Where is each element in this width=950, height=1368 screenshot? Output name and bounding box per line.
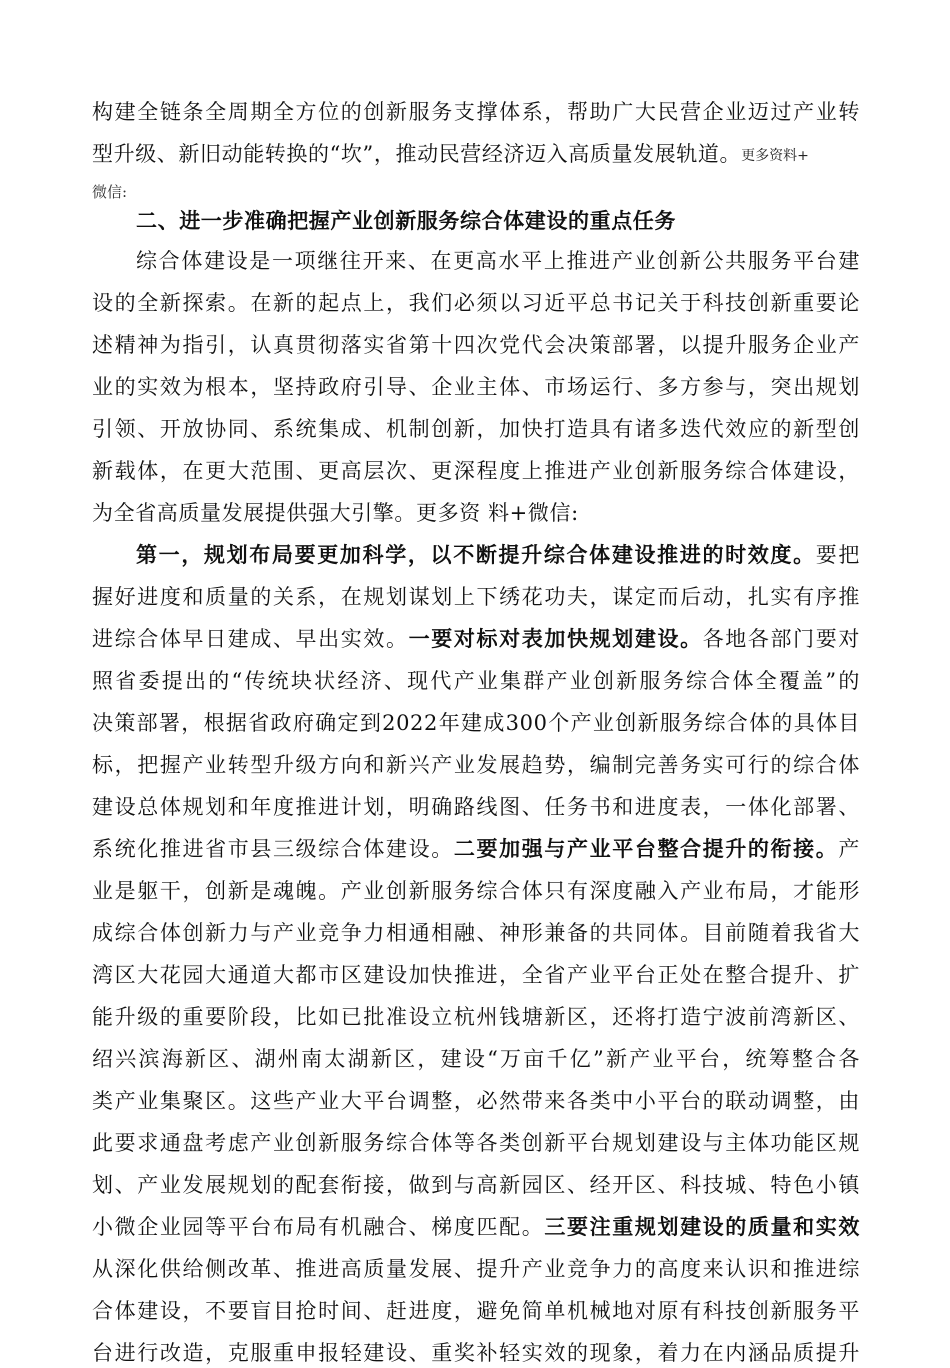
text-line: 第一，规划布局要更加科学，以不断提升综合体建设推进的时效度。要把 bbox=[136, 542, 861, 567]
bold-lead: 二要加强与产业平台整合提升的衔接。 bbox=[453, 836, 839, 861]
text-line: 成综合体创新力与产业竞争力相通相融、神形兼备的共同体。目前随着我省大 bbox=[92, 921, 860, 945]
text-line: 建设总体规划和年度推进计划，明确路线图、任务书和进度表，一体化部署、 bbox=[92, 795, 860, 819]
text-line: 能升级的重要阶段，比如已批准设立杭州钱塘新区，还将打造宁波前湾新区、 bbox=[92, 1005, 860, 1029]
text-line: 绍兴滨海新区、湖州南太湖新区，建设“万亩千亿”新产业平台，统筹整合各 bbox=[92, 1047, 860, 1071]
text-line: 划、产业发展规划的配套衔接，做到与高新园区、经开区、科技城、特色小镇 bbox=[92, 1173, 860, 1197]
text-line: 述精神为指引，认真贯彻落实省第十四次党代会决策部署，以提升服务企业产 bbox=[92, 333, 860, 357]
text-line: 此要求通盘考虑产业创新服务综合体等各类创新平台规划建设与主体功能区规 bbox=[92, 1131, 860, 1155]
text-line: 握好进度和质量的关系，在规划谋划上下绣花功夫，谋定而后动，扎实有序推 bbox=[92, 585, 860, 609]
watermark-note: 更多资料+ bbox=[741, 148, 809, 164]
bold-lead: 一要对标对表加快规划建设。 bbox=[408, 626, 703, 651]
text-line: 构建全链条全周期全方位的创新服务支撑体系，帮助广大民营企业迈过产业转 bbox=[92, 100, 860, 124]
bold-lead: 第一，规划布局要更加科学，以不断提升综合体建设推进的时效度。 bbox=[136, 542, 816, 567]
text-line: 标，把握产业转型升级方向和新兴产业发展趋势，编制完善务实可行的综合体 bbox=[92, 753, 860, 777]
text-line: 从深化供给侧改革、推进高质量发展、提升产业竞争力的高度来认识和推进综 bbox=[92, 1257, 860, 1281]
text-line: 合体建设，不要盲目抢时间、赶进度，避免简单机械地对原有科技创新服务平 bbox=[92, 1299, 860, 1323]
text-line: 小微企业园等平台布局有机融合、梯度匹配。三要注重规划建设的质量和实效 bbox=[92, 1214, 860, 1239]
text-line: 引领、开放协同、系统集成、机制创新，加快打造具有诸多迭代效应的新型创 bbox=[92, 417, 860, 441]
text-line: 综合体建设是一项继往开来、在更高水平上推进产业创新公共服务平台建 bbox=[136, 249, 860, 273]
text-line: 型升级、新旧动能转换的“坎”，推动民营经济迈入高质量发展轨道。更多资料+ bbox=[92, 142, 809, 166]
text-line: 为全省高质量发展提供强大引擎。更多资 料+微信: bbox=[92, 501, 579, 525]
section-heading: 二、进一步准确把握产业创新服务综合体建设的重点任务 bbox=[136, 208, 676, 233]
text-line: 台进行改造，克服重申报轻建设、重奖补轻实效的现象，着力在内涵品质提升 bbox=[92, 1341, 860, 1365]
text-line: 业的实效为根本，坚持政府引导、企业主体、市场运行、多方参与，突出规划 bbox=[92, 375, 860, 399]
text-line: 类产业集聚区。这些产业大平台调整，必然带来各类中小平台的联动调整，由 bbox=[92, 1089, 860, 1113]
bold-lead: 三要注重规划建设的质量和实效 bbox=[544, 1214, 860, 1239]
text-line: 湾区大花园大通道大都市区建设加快推进，全省产业平台正处在整合提升、扩 bbox=[92, 963, 860, 987]
text-line: 系统化推进省市县三级综合体建设。二要加强与产业平台整合提升的衔接。产 bbox=[92, 836, 860, 861]
watermark-note: 微信: bbox=[92, 183, 128, 201]
text-line: 新载体，在更大范围、更高层次、更深程度上推进产业创新服务综合体建设， bbox=[92, 459, 860, 483]
text-line: 业是躯干，创新是魂魄。产业创新服务综合体只有深度融入产业布局，才能形 bbox=[92, 879, 860, 903]
text-line: 进综合体早日建成、早出实效。一要对标对表加快规划建设。各地各部门要对 bbox=[92, 626, 860, 651]
text-line: 设的全新探索。在新的起点上，我们必须以习近平总书记关于科技创新重要论 bbox=[92, 291, 860, 315]
text-line: 照省委提出的“传统块状经济、现代产业集群产业创新服务综合体全覆盖”的 bbox=[92, 669, 860, 693]
text-line: 决策部署，根据省政府确定到2022年建成300个产业创新服务综合体的具体目 bbox=[92, 711, 860, 735]
